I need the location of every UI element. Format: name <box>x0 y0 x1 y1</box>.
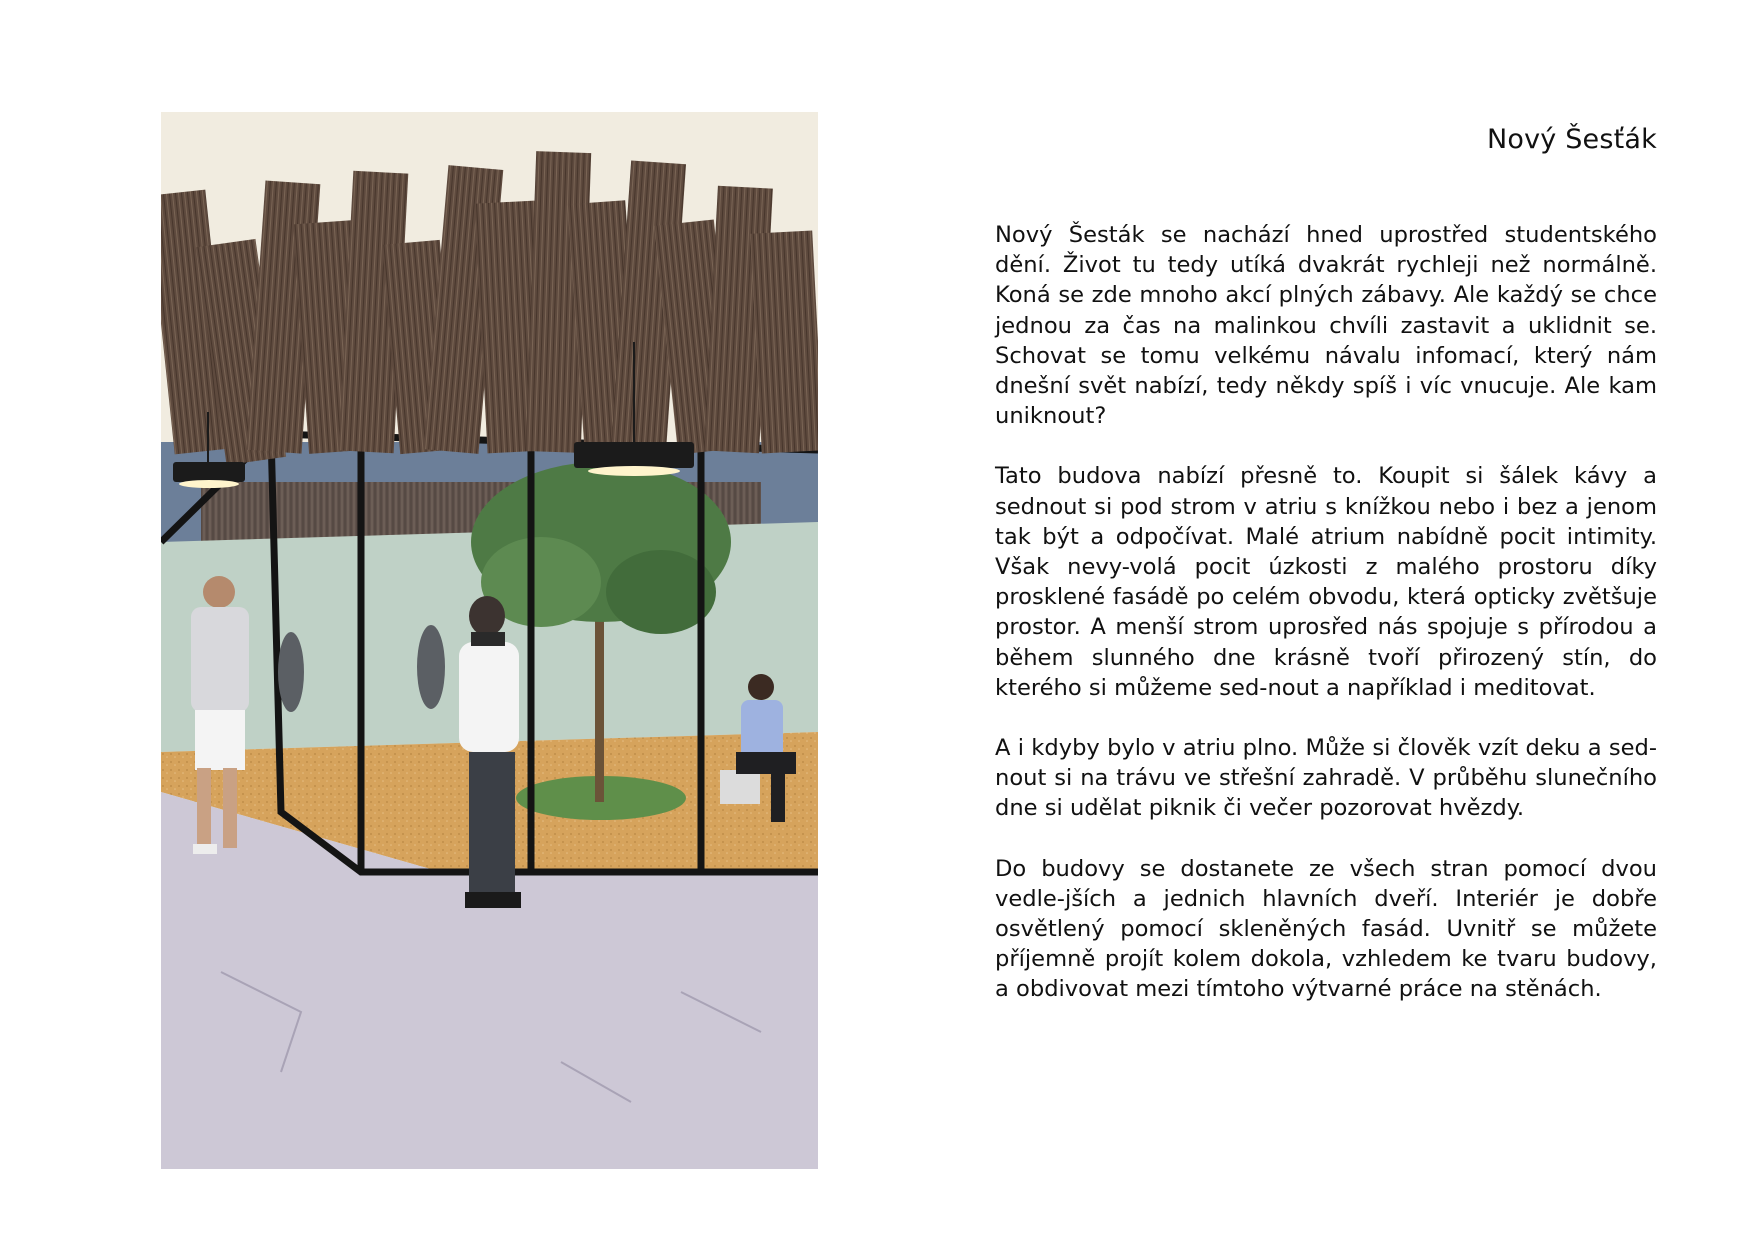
paragraph-atrium: Tato budova nabízí přesně to. Koupit si šálek kávy a sednout si pod strom v atriu s knížkou nebo i bez a jenom tak být a odpočívat. Malé atrium nabídně pocit intimity. Však nevy-volá pocit úzkosti z malého prostoru díky prosklené fasádě po celém obvodu, která opticky zvětšuje prostor. A menší strom uprosřed nás spojuje s přírodou a během slunného dne krásně tvoří přirozený stín, do kterého si můžeme sed-nout a například i meditovat. <box>995 463 1657 701</box>
page-title: Nový Šesťák <box>1486 124 1657 155</box>
paragraph-access: Do budovy se dostanete ze všech stran pomocí dvou vedle-jších a jednich hlavních dveří. Interiér je dobře osvětlený pomocí skleněných fasád. Uvnitř se můžete příjemně projít kolem dokola, vzhledem ke tvaru budovy, a obdivovat mezi tímtoho výtvarné práce na stěnách. <box>995 855 1657 1003</box>
text-column <box>995 220 1657 1035</box>
atrium-collage-illustration <box>161 112 818 1169</box>
paragraph-roof-garden: A i kdyby bylo v atriu plno. Může si člověk vzít deku a sed-nout si na trávu ve střešní zahradě. V průběhu slunečního dne si udělat piknik či večer pozorovat hvězdy. <box>995 735 1657 822</box>
paragraph-intro: Nový Šesták se nachází hned uprostřed studentského dění. Život tu tedy utíká dvakrát rychleji než normálně. Koná se zde mnoho akcí plných zábavy. Ale každý se chce jednou za čas na malinkou chvíli zastavit a uklidnit se. Schovat se tomu velkému návalu infomací, který nám dnešní svět nabízí, tedy někdy spíš i víc vnucuje. Ale kam uniknout? <box>995 222 1657 430</box>
